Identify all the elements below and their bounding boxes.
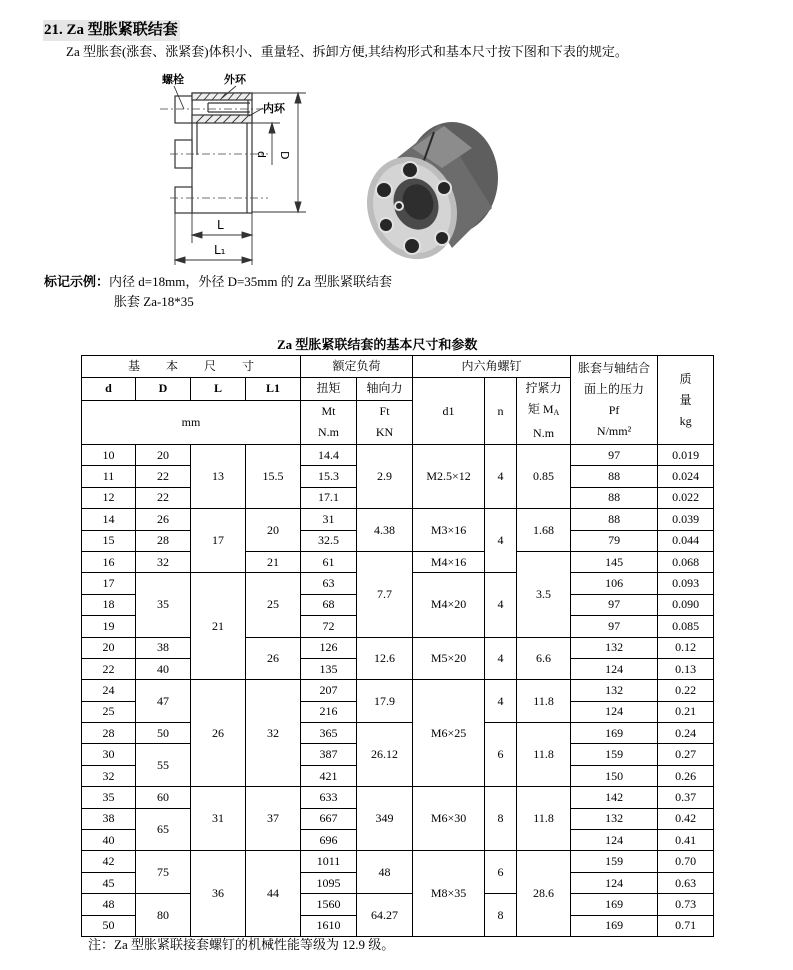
cell-l1: 15.5 bbox=[246, 445, 301, 509]
table-row bbox=[82, 851, 714, 872]
cell-kg: 0.090 bbox=[658, 594, 714, 615]
cell-l: 17 bbox=[191, 509, 246, 573]
cell-d: 42 bbox=[82, 851, 136, 872]
cell-l1: 26 bbox=[246, 637, 301, 680]
cell-pf: 97 bbox=[571, 616, 658, 637]
cell-mt: 667 bbox=[301, 808, 357, 829]
cell-d1: M2.5×12 bbox=[413, 445, 485, 509]
cell-d: 50 bbox=[136, 723, 191, 744]
cell-d1: M6×30 bbox=[413, 787, 485, 851]
cell-kg: 0.024 bbox=[658, 466, 714, 487]
cell-ma: 11.8 bbox=[517, 787, 571, 851]
cell-d: 22 bbox=[136, 466, 191, 487]
cell-l1: 32 bbox=[246, 680, 301, 787]
cell-mt: 1560 bbox=[301, 894, 357, 915]
cell-n: 6 bbox=[485, 851, 517, 894]
header-basic-dimensions: 基本尺寸 bbox=[82, 356, 301, 378]
cell-mt: 1095 bbox=[301, 872, 357, 893]
cell-l: 13 bbox=[191, 445, 246, 509]
section-heading: 21. Za 型胀紧联结套 bbox=[43, 20, 180, 41]
label-D: D bbox=[278, 151, 291, 160]
label-d: d bbox=[255, 151, 268, 158]
cell-pf: 150 bbox=[571, 765, 658, 786]
cell-d: 10 bbox=[82, 445, 136, 466]
header-mass: 质 量 kg bbox=[658, 356, 714, 445]
cell-mt: 216 bbox=[301, 701, 357, 722]
cell-ma: 6.6 bbox=[517, 637, 571, 680]
cell-pf: 88 bbox=[571, 487, 658, 508]
cell-d: 38 bbox=[82, 808, 136, 829]
cell-kg: 0.039 bbox=[658, 509, 714, 530]
cell-l1: 21 bbox=[246, 551, 301, 572]
cell-kg: 0.085 bbox=[658, 616, 714, 637]
cell-pf: 159 bbox=[571, 851, 658, 872]
cell-kg: 0.27 bbox=[658, 744, 714, 765]
cell-d: 30 bbox=[82, 744, 136, 765]
cell-ft: 4.38 bbox=[357, 509, 413, 552]
cell-d: 50 bbox=[82, 915, 136, 936]
cell-ma: 3.5 bbox=[517, 551, 571, 637]
header-unit-mm: mm bbox=[82, 400, 301, 444]
header-mt-unit: Mt N.m bbox=[301, 400, 357, 444]
cell-mt: 14.4 bbox=[301, 445, 357, 466]
cell-d: 65 bbox=[136, 808, 191, 851]
cell-d: 32 bbox=[136, 551, 191, 572]
cell-d: 80 bbox=[136, 894, 191, 937]
cell-mt: 135 bbox=[301, 658, 357, 679]
cell-l: 36 bbox=[191, 851, 246, 937]
header-hex-socket-screw: 内六角螺钉 bbox=[413, 356, 571, 378]
bolt-icon bbox=[437, 181, 451, 195]
cell-d1: M4×20 bbox=[413, 573, 485, 637]
cell-ft: 2.9 bbox=[357, 445, 413, 509]
header-d: d bbox=[82, 378, 136, 401]
cell-n: 8 bbox=[485, 787, 517, 851]
cell-kg: 0.73 bbox=[658, 894, 714, 915]
cell-d1: M4×16 bbox=[413, 551, 485, 572]
cell-kg: 0.26 bbox=[658, 765, 714, 786]
cell-kg: 0.24 bbox=[658, 723, 714, 744]
cell-d1: M3×16 bbox=[413, 509, 485, 552]
bolt-icon bbox=[435, 231, 449, 245]
cell-d: 12 bbox=[82, 487, 136, 508]
cell-n: 4 bbox=[485, 509, 517, 573]
cell-d: 75 bbox=[136, 851, 191, 894]
cell-mt: 1011 bbox=[301, 851, 357, 872]
marking-example-label: 标记示例： bbox=[44, 274, 110, 289]
table-row bbox=[82, 787, 714, 808]
cell-pf: 106 bbox=[571, 573, 658, 594]
cell-mt: 63 bbox=[301, 573, 357, 594]
cell-ft: 7.7 bbox=[357, 551, 413, 637]
cell-d: 22 bbox=[82, 658, 136, 679]
cell-pf: 97 bbox=[571, 594, 658, 615]
table-title: Za 型胀紧联结套的基本尺寸和参数 bbox=[277, 337, 478, 352]
table-row bbox=[82, 551, 714, 572]
cell-d: 17 bbox=[82, 573, 136, 594]
cell-pf: 132 bbox=[571, 808, 658, 829]
label-L1: L₁ bbox=[214, 243, 226, 257]
cell-d: 48 bbox=[82, 894, 136, 915]
table-row bbox=[82, 509, 714, 530]
cell-pf: 159 bbox=[571, 744, 658, 765]
bolt-head-icon bbox=[175, 96, 192, 123]
cell-ft: 12.6 bbox=[357, 637, 413, 680]
header-torque: 扭矩 bbox=[301, 378, 357, 401]
cell-kg: 0.044 bbox=[658, 530, 714, 551]
bolt-icon bbox=[404, 238, 420, 254]
cell-ma: 1.68 bbox=[517, 509, 571, 552]
cell-mt: 68 bbox=[301, 594, 357, 615]
spec-table bbox=[81, 355, 714, 937]
cell-pf: 88 bbox=[571, 509, 658, 530]
cell-pf: 124 bbox=[571, 701, 658, 722]
cell-ft: 17.9 bbox=[357, 680, 413, 723]
intro-paragraph: Za 型胀套(涨套、涨紧套)体积小、重量轻、拆卸方便,其结构形式和基本尺寸按下图和下表的规定。 bbox=[66, 44, 628, 59]
cell-d: 24 bbox=[82, 680, 136, 701]
cell-ma: 0.85 bbox=[517, 445, 571, 509]
cell-n: 4 bbox=[485, 573, 517, 637]
cell-mt: 15.3 bbox=[301, 466, 357, 487]
cell-d: 11 bbox=[82, 466, 136, 487]
cell-l: 26 bbox=[191, 680, 246, 787]
table-row bbox=[82, 894, 714, 915]
cell-n: 8 bbox=[485, 894, 517, 937]
cell-kg: 0.019 bbox=[658, 445, 714, 466]
bolt-head-icon bbox=[175, 187, 192, 213]
cell-mt: 421 bbox=[301, 765, 357, 786]
cell-mt: 126 bbox=[301, 637, 357, 658]
cell-d1: M5×20 bbox=[413, 637, 485, 680]
cell-n: 4 bbox=[485, 445, 517, 509]
header-axial-force: 轴向力 bbox=[357, 378, 413, 401]
cell-d: 45 bbox=[82, 872, 136, 893]
cell-d: 25 bbox=[82, 701, 136, 722]
cell-mt: 633 bbox=[301, 787, 357, 808]
cell-pf: 124 bbox=[571, 658, 658, 679]
cell-d: 20 bbox=[82, 637, 136, 658]
cell-d: 22 bbox=[136, 487, 191, 508]
cell-mt: 17.1 bbox=[301, 487, 357, 508]
cell-kg: 0.41 bbox=[658, 830, 714, 851]
table-row bbox=[82, 445, 714, 466]
cell-l1: 25 bbox=[246, 573, 301, 637]
header-tightening-torque: 拧紧力 矩 $M_A$ N.m bbox=[517, 378, 571, 445]
cell-pf: 142 bbox=[571, 787, 658, 808]
cell-ma: 11.8 bbox=[517, 680, 571, 723]
cell-d: 14 bbox=[82, 509, 136, 530]
cell-pf: 79 bbox=[571, 530, 658, 551]
header-n: n bbox=[485, 378, 517, 445]
clamping-set-photo bbox=[352, 108, 502, 270]
clamping-set-drawing bbox=[160, 65, 310, 270]
table-body bbox=[82, 445, 714, 937]
bolt-icon bbox=[376, 182, 392, 198]
cell-kg: 0.022 bbox=[658, 487, 714, 508]
cell-mt: 31 bbox=[301, 509, 357, 530]
table-row bbox=[82, 680, 714, 701]
cell-pf: 132 bbox=[571, 680, 658, 701]
cell-mt: 696 bbox=[301, 830, 357, 851]
table-row bbox=[82, 723, 714, 744]
cell-kg: 0.068 bbox=[658, 551, 714, 572]
cell-kg: 0.093 bbox=[658, 573, 714, 594]
cell-ft: 26.12 bbox=[357, 723, 413, 787]
cell-d: 47 bbox=[136, 680, 191, 723]
cell-n: 4 bbox=[485, 680, 517, 723]
cell-pf: 88 bbox=[571, 466, 658, 487]
cell-d: 18 bbox=[82, 594, 136, 615]
label-L: L bbox=[217, 218, 224, 232]
cell-d: 40 bbox=[82, 830, 136, 851]
cell-l: 31 bbox=[191, 787, 246, 851]
cell-d: 35 bbox=[82, 787, 136, 808]
cell-d: 15 bbox=[82, 530, 136, 551]
label-bolt: 螺栓 bbox=[162, 73, 184, 86]
cell-d: 38 bbox=[136, 637, 191, 658]
cell-ft: 48 bbox=[357, 851, 413, 894]
header-D: D bbox=[136, 378, 191, 401]
cell-d: 35 bbox=[136, 573, 191, 637]
cell-pf: 169 bbox=[571, 723, 658, 744]
header-rated-load: 额定负荷 bbox=[301, 356, 413, 378]
header-L1: L1 bbox=[246, 378, 301, 401]
cell-kg: 0.71 bbox=[658, 915, 714, 936]
marking-example bbox=[44, 272, 392, 312]
cell-ma: 28.6 bbox=[517, 851, 571, 937]
cell-pf: 97 bbox=[571, 445, 658, 466]
cell-kg: 0.70 bbox=[658, 851, 714, 872]
cell-pf: 169 bbox=[571, 894, 658, 915]
cell-mt: 207 bbox=[301, 680, 357, 701]
cell-d: 19 bbox=[82, 616, 136, 637]
cell-pf: 124 bbox=[571, 872, 658, 893]
header-ft-unit: Ft KN bbox=[357, 400, 413, 444]
cell-ma: 11.8 bbox=[517, 723, 571, 787]
cell-d1: M6×25 bbox=[413, 680, 485, 787]
cell-l1: 37 bbox=[246, 787, 301, 851]
cell-kg: 0.21 bbox=[658, 701, 714, 722]
cell-l1: 44 bbox=[246, 851, 301, 937]
header-d1: d1 bbox=[413, 378, 485, 445]
cell-kg: 0.12 bbox=[658, 637, 714, 658]
cell-kg: 0.63 bbox=[658, 872, 714, 893]
cell-mt: 387 bbox=[301, 744, 357, 765]
cell-mt: 32.5 bbox=[301, 530, 357, 551]
drawing-body bbox=[192, 93, 252, 213]
cell-kg: 0.22 bbox=[658, 680, 714, 701]
header-pressure: 胀套与轴结合 面上的压力 Pf N/mm² bbox=[571, 356, 658, 445]
bolt-icon bbox=[379, 218, 393, 232]
cell-kg: 0.37 bbox=[658, 787, 714, 808]
cell-d: 60 bbox=[136, 787, 191, 808]
cell-pf: 132 bbox=[571, 637, 658, 658]
cell-d: 28 bbox=[82, 723, 136, 744]
cell-mt: 365 bbox=[301, 723, 357, 744]
marking-example-line1: 内径 d=18mm，外径 D=35mm 的 Za 型胀紧联结套 bbox=[109, 274, 392, 289]
cell-kg: 0.13 bbox=[658, 658, 714, 679]
cell-d: 20 bbox=[136, 445, 191, 466]
cell-d: 16 bbox=[82, 551, 136, 572]
footnote: 注：Za 型胀紧联接套螺钉的机械性能等级为 12.9 级。 bbox=[88, 937, 395, 952]
cell-pf: 169 bbox=[571, 915, 658, 936]
cell-n: 4 bbox=[485, 637, 517, 680]
cell-d: 26 bbox=[136, 509, 191, 530]
cell-ft: 64.27 bbox=[357, 894, 413, 937]
bolt-icon bbox=[402, 162, 418, 178]
cell-l1: 20 bbox=[246, 509, 301, 552]
label-inner-ring: 内环 bbox=[263, 102, 285, 115]
cell-mt: 72 bbox=[301, 616, 357, 637]
cell-d: 55 bbox=[136, 744, 191, 787]
cell-kg: 0.42 bbox=[658, 808, 714, 829]
header-L: L bbox=[191, 378, 246, 401]
cell-d: 32 bbox=[82, 765, 136, 786]
cell-pf: 124 bbox=[571, 830, 658, 851]
cell-d: 40 bbox=[136, 658, 191, 679]
cell-l: 21 bbox=[191, 573, 246, 680]
cell-n: 6 bbox=[485, 723, 517, 787]
cell-d1: M8×35 bbox=[413, 851, 485, 937]
cell-mt: 1610 bbox=[301, 915, 357, 936]
cell-mt: 61 bbox=[301, 551, 357, 572]
cell-pf: 145 bbox=[571, 551, 658, 572]
header-row bbox=[82, 356, 714, 378]
marking-example-line2: 胀套 Za-18*35 bbox=[114, 294, 194, 309]
cell-d: 28 bbox=[136, 530, 191, 551]
table-row bbox=[82, 637, 714, 658]
cell-ft: 349 bbox=[357, 787, 413, 851]
label-outer-ring: 外环 bbox=[224, 73, 246, 86]
